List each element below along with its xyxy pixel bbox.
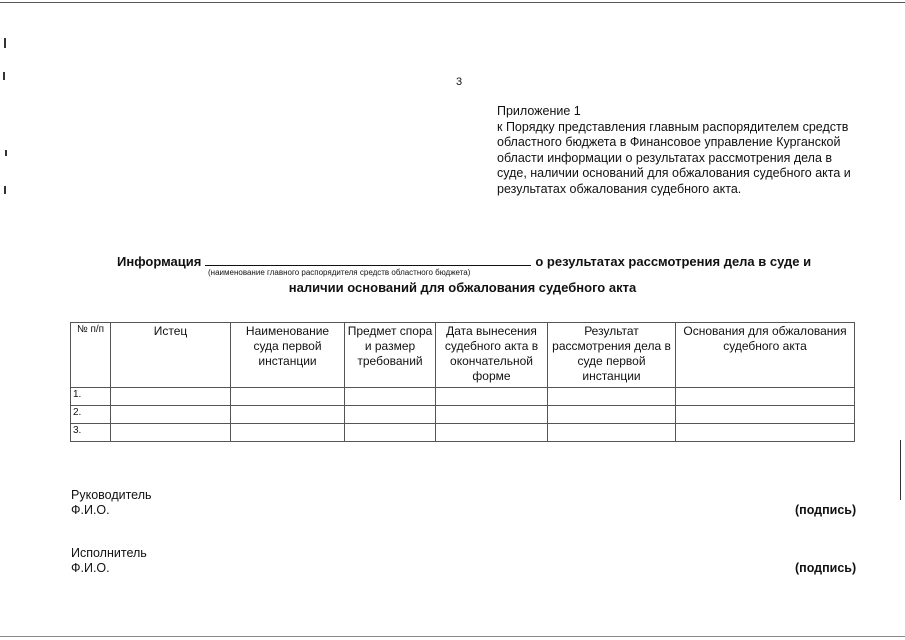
- header-result: Результат рассмотрения дела в суде первой инстанции: [548, 323, 676, 388]
- header-plaintiff: Истец: [111, 323, 231, 388]
- appendix-note: [497, 104, 857, 197]
- header-subject: Предмет спора и размер требований: [345, 323, 436, 388]
- scan-mark: [3, 72, 5, 80]
- heading-prefix: Информация: [117, 254, 202, 269]
- row-number: 1.: [71, 388, 111, 406]
- table-cell: [676, 388, 855, 406]
- scan-mark: [5, 150, 7, 156]
- table-cell: [436, 406, 548, 424]
- table-cell: [676, 406, 855, 424]
- scan-mark: [900, 440, 901, 500]
- table-cell: [436, 388, 548, 406]
- appendix-title: Приложение 1: [497, 104, 581, 118]
- page-edge-top: [0, 2, 905, 3]
- scan-mark: [4, 38, 6, 48]
- table-cell: [436, 424, 548, 442]
- executor-signature-label: (подпись): [795, 561, 857, 575]
- table-cell: [111, 406, 231, 424]
- head-signature-block: [71, 488, 152, 518]
- table-cell: [231, 424, 345, 442]
- organization-name-blank: [205, 253, 531, 266]
- table-header-row: [71, 323, 855, 388]
- table-cell: [345, 424, 436, 442]
- head-title: Руководитель: [71, 488, 152, 502]
- executor-signature-block: [71, 546, 147, 576]
- table-cell: [231, 406, 345, 424]
- table-cell: [111, 388, 231, 406]
- head-signature-label: (подпись): [795, 503, 857, 517]
- table-cell: [345, 388, 436, 406]
- table-cell: [548, 406, 676, 424]
- table-cell: [548, 388, 676, 406]
- report-table: [70, 322, 855, 442]
- scan-mark: [4, 186, 6, 194]
- table-cell: [111, 424, 231, 442]
- document-heading: [117, 253, 837, 269]
- executor-title: Исполнитель: [71, 546, 147, 560]
- appendix-text: к Порядку представления главным распорядителем средств областного бюджета в Финансовое управление Курганской области информации о результатах рассмотрения дела в суде, наличии оснований для обжалования судебного акта и результатах обжалования судебного акта.: [497, 119, 851, 196]
- header-grounds: Основания для обжалования судебного акта: [676, 323, 855, 388]
- table-cell: [548, 424, 676, 442]
- heading-caption: (наименование главного распорядителя средств областного бюджета): [208, 268, 471, 277]
- table-row: [71, 388, 855, 406]
- table-row: [71, 406, 855, 424]
- table-cell: [231, 388, 345, 406]
- head-name: Ф.И.О.: [71, 503, 110, 517]
- header-number: № п/п: [71, 323, 111, 388]
- executor-name: Ф.И.О.: [71, 561, 110, 575]
- row-number: 3.: [71, 424, 111, 442]
- header-date: Дата вынесения судебного акта в окончательной форме: [436, 323, 548, 388]
- heading-suffix: о результатах рассмотрения дела в суде и: [535, 254, 812, 269]
- page-edge-bottom: [0, 636, 905, 637]
- table-cell: [345, 406, 436, 424]
- page-number: 3: [456, 76, 463, 88]
- row-number: 2.: [71, 406, 111, 424]
- heading-line2: наличии оснований для обжалования судебного акта: [288, 280, 637, 295]
- table-row: [71, 424, 855, 442]
- header-court: Наименование суда первой инстанции: [231, 323, 345, 388]
- table-cell: [676, 424, 855, 442]
